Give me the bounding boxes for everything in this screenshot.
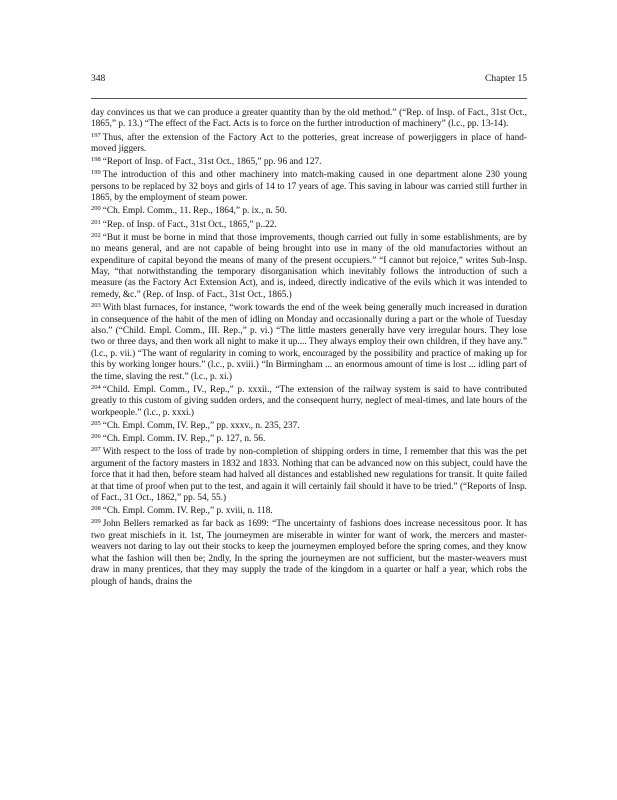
footnote-text: John Bellers remarked as far back as 1699: “The uncertainty of fashions does increase necessitous poor. It has two great mischiefs in it. 1st, The journeymen are miserable in winter for want of work, the mercers and master-weavers not daring to lay out their stocks to keep the journeymen employed before the spring comes, and they know what the fashion will then be; 2ndly, In the spring the journeymen are not sufficient, but the master-weavers must draw in many prentices, that they may supply the trade of the kingdom in a quarter or half a year, which robs the plough of hands, drains the bbox=[91, 519, 527, 587]
footnote-number: 203 bbox=[91, 302, 101, 310]
footnote-208 bbox=[91, 506, 527, 517]
footnote-number: 206 bbox=[91, 433, 101, 441]
footnote-number: 200 bbox=[91, 205, 101, 213]
footnote-number: 205 bbox=[91, 419, 101, 427]
footnote-number: 202 bbox=[91, 231, 101, 239]
footnote-199 bbox=[91, 170, 527, 204]
footnote-206 bbox=[91, 434, 527, 445]
footnote-text: The introduction of this and other machinery into match-making caused in one department alone 230 young persons to be replaced by 32 boys and girls of 14 to 17 years of age. This saving in labour was carried still further in 1865, by the employment of steam power. bbox=[91, 170, 527, 204]
footnote-207 bbox=[91, 447, 527, 504]
footnote-text: “Ch. Empl. Comm., 11. Rep., 1864,” p. ix., n. 50. bbox=[102, 206, 287, 217]
footnote-text: “Ch. Empl. Comm. IV. Rep.,” p. xviii, n. 118. bbox=[102, 506, 273, 517]
running-header bbox=[91, 74, 527, 88]
footnote-200 bbox=[91, 206, 527, 217]
footnote-number: 207 bbox=[91, 446, 101, 454]
footnote-number: 204 bbox=[91, 383, 101, 391]
footnote-text: “Ch. Empl. Comm, IV. Rep.,” pp. xxxv., n. 235, 237. bbox=[102, 420, 300, 431]
footnote-text: “Report of Insp. of Fact., 31st Oct., 1865,” pp. 96 and 127. bbox=[102, 157, 322, 168]
footnote-209 bbox=[91, 519, 527, 588]
footnote-205 bbox=[91, 421, 527, 432]
footnote-203 bbox=[91, 303, 527, 383]
footnote-text: Thus, after the extension of the Factory Act to the potteries, great increase of powerjiggers in place of hand-moved jiggers. bbox=[91, 132, 527, 155]
footnote-number: 198 bbox=[91, 156, 101, 164]
footnote-number: 199 bbox=[91, 169, 101, 177]
page-number: 348 bbox=[91, 74, 106, 84]
footnotes bbox=[91, 108, 527, 590]
footnote-text: “But it must be borne in mind that those improvements, though carried out fully in some establishments, are by no means general, and are not capable of being brought into use in many of the old manufactories without an expenditure of capital beyond the means of many of the present occupiers.” “I cannot but rejoice,” writes Sub-Insp. May, “that notwithstanding the temporary disorganisation which inevitably follows the introduction of such a measure (as the Factory Act Extension Act), and is, indeed, directly indicative of the evils which it was intended to remedy, &c.” (Rep. of Insp. of Fact., 31st Oct., 1865.) bbox=[91, 232, 527, 300]
footnote-number: 208 bbox=[91, 505, 101, 513]
chapter-title: Chapter 15 bbox=[485, 74, 527, 84]
footnote-number: 201 bbox=[91, 218, 101, 226]
header-rule bbox=[91, 98, 527, 99]
footnote-204 bbox=[91, 385, 527, 419]
footnote-continuation bbox=[91, 108, 527, 131]
footnote-201 bbox=[91, 220, 527, 231]
footnote-202 bbox=[91, 233, 527, 302]
footnote-number: 197 bbox=[91, 131, 101, 139]
footnote-text: With blast furnaces, for instance, “work towards the end of the week being generally much increased in duration in consequence of the habit of the men of idling on Monday and occasionally during a part or the whole of Tuesday also.” (“Child. Empl. Comm., III. Rep.,” p. vi.) “The little masters generally have very irregular hours. They lose two or three days, and then work all night to make it up.... They always employ their own children, if they have any.” (l.c., p. vii.) “The want of regularity in coming to work, encouraged by the possibility and practice of making up for this by working longer hours.” (l.c., p. xviii.) “In Birmingham ... an enormous amount of time is lost ... idling part of the time, slaving the rest.” (l.c., p. xi.) bbox=[91, 303, 527, 382]
footnote-text: “Rep. of Insp. of Fact., 31st Oct., 1865,” p..22. bbox=[102, 219, 277, 230]
footnote-198 bbox=[91, 157, 527, 168]
footnote-number: 209 bbox=[91, 518, 101, 526]
footnote-text: “Child. Empl. Comm., IV., Rep.,” p. xxxii., “The extension of the railway system is said to have contributed greatly to this custom of giving sudden orders, and the consequent hurry, neglect of meal-times, and late hours of the workpeople.” (l.c., p. xxxi.) bbox=[91, 384, 527, 418]
footnote-text: With respect to the loss of trade by non-completion of shipping orders in time, I remember that this was the pet argument of the factory masters in 1832 and 1833. Nothing that can be advanced now on this subject, could have the force that it had then, before steam had halved all distances and established new regulations for transit. It quite failed at that time of proof when put to the test, and again it will certainly fail should it have to be tried.” (“Reports of Insp. of Fact., 31 Oct., 1862,” pp. 54, 55.) bbox=[91, 447, 527, 504]
footnote-text: day convinces us that we can produce a greater quantity than by the old method.” (“Rep. of Insp. of Fact., 31st Oct., 1865,” p. 13.) “The effect of the Fact. Acts is to force on the further introduction of machinery” (l.c., pp. 13-14). bbox=[91, 108, 527, 130]
footnote-text: “Ch. Empl. Comm. IV. Rep.,” p. 127, n. 56. bbox=[102, 434, 266, 445]
footnote-197 bbox=[91, 133, 527, 156]
